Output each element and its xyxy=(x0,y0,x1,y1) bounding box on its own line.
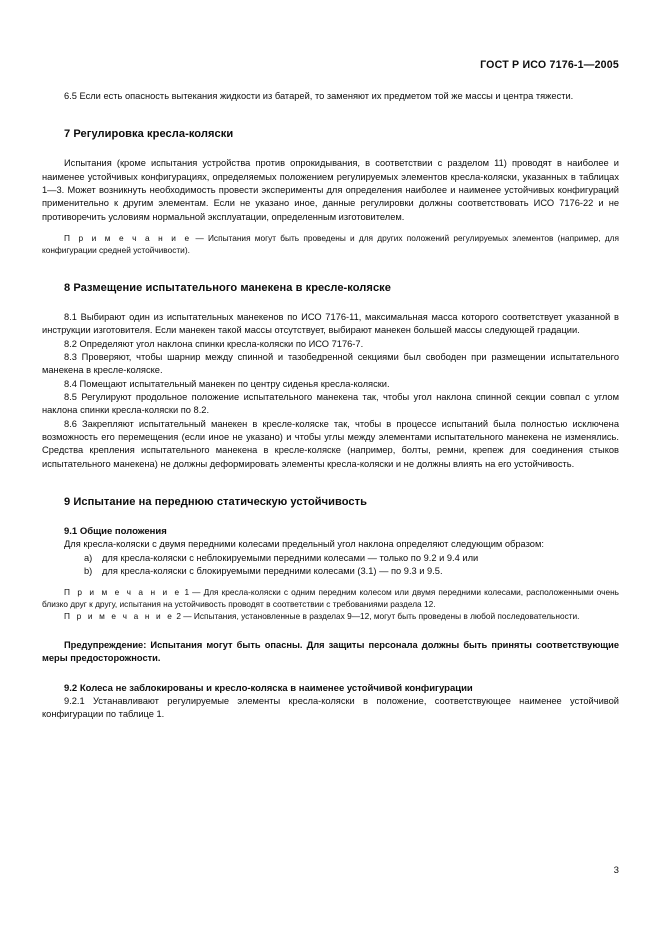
paragraph-8-1: 8.1 Выбирают один из испытательных манекенов по ИСО 7176-11, максимальная масса которого соответствует указанной в инструкции изготовителя. Если манекен такой массы отсутствует, выбирают манекен большей массы следующей градации. xyxy=(42,311,619,336)
heading-section-8: 8 Размещение испытательного манекена в кресле-коляске xyxy=(64,281,391,294)
note-number: 2 xyxy=(174,611,181,622)
note-text: — Испытания, установленные в разделах 9—12, могут быть проведены в любой последовательности. xyxy=(180,611,580,622)
spacer xyxy=(42,224,619,233)
page-number: 3 xyxy=(613,865,619,876)
spacer xyxy=(42,471,619,495)
list-item xyxy=(42,552,619,565)
heading-subsection-9-2: 9.2 Колеса не заблокированы и кресло-коляска в наименее устойчивой конфигурации xyxy=(64,682,473,694)
spacer xyxy=(42,103,619,127)
note-text: — Испытания могут быть проведены и для других положений регулируемых элементов (например, для конфигурации средней устойчивости). xyxy=(42,233,619,255)
note-text: — Для кресла-коляски с одним передним колесом или двумя передними колесами, расположенными очень близко друг к другу, испытания на устойчивость проводят в соответствии с требованиями раздела 12. xyxy=(42,587,620,610)
paragraph-8-5: 8.5 Регулируют продольное положение испытательного манекена так, чтобы угол наклона спинной секции совпал с углом наклона спинки кресла-коляски по 8.2. xyxy=(42,391,619,416)
spacer xyxy=(42,141,619,157)
list-item xyxy=(42,565,619,578)
note-label: П р и м е ч а н и е xyxy=(64,233,192,244)
paragraph-8-6: 8.6 Закрепляют испытательный манекен в кресле-коляске так, чтобы в процессе испытаний была полностью исключена возможность его перемещения (если иное не указано) и чтобы углы между элементами испытательного манекена не изменялись. Средства крепления испытательного манекена в кресле-коляске (например, болты, ремни, крепеж для соединения стыков испытательного манекена) не должны деформировать элементы кресла-коляски и не должны влиять на его устойчивость. xyxy=(42,418,619,469)
spacer xyxy=(42,666,619,682)
paragraph-9-2-1: 9.2.1 Устанавливают регулируемые элементы кресла-коляски в положение, соответствующее наименее устойчивой конфигурации по таблице 1. xyxy=(42,696,619,720)
list-marker-a: a) xyxy=(84,552,93,563)
document-body xyxy=(42,90,619,722)
heading-subsection-9-1: 9.1 Общие положения xyxy=(64,526,167,537)
list-item-label: для кресла-коляски с неблокируемыми передними колесами — только по 9.2 и 9.4 или xyxy=(102,552,479,563)
note-9-1-first xyxy=(42,587,619,611)
paragraph-6-5: 6.5 Если есть опасность вытекания жидкости из батарей, то заменяют их предметом той же массы и центра тяжести. xyxy=(64,91,574,101)
paragraph-8-4: 8.4 Помещают испытательный манекен по центру сиденья кресла-коляски. xyxy=(64,378,390,389)
note-9-1-second xyxy=(42,611,619,623)
list-item-label: для кресла-коляски с блокируемыми передними колесами (3.1) — по 9.3 и 9.5. xyxy=(102,566,443,577)
spacer xyxy=(42,509,619,525)
spacer xyxy=(42,257,619,281)
spacer xyxy=(42,623,619,639)
warning-paragraph: Предупреждение: Испытания могут быть опасны. Для защиты персонала должны быть приняты соответствующие меры предосторожности. xyxy=(42,640,619,664)
paragraph-9-1-body: Для кресла-коляски с двумя передними колесами предельный угол наклона определяют следующим образом: xyxy=(64,539,544,550)
spacer xyxy=(42,578,619,587)
note-section-7 xyxy=(42,233,619,257)
paragraph-8-2: 8.2 Определяют угол наклона спинки кресла-коляски по ИСО 7176-7. xyxy=(64,338,364,349)
note-label: П р и м е ч а н и е xyxy=(64,611,175,622)
paragraph-section-7-body: Испытания (кроме испытания устройства против опрокидывания, в соответствии с разделом 11) проводят в наиболее и наименее устойчивых конфигурациях, определяемых положением регулируемых элементов кресла-коляски, указанных в таблицах 1—3. Может возникнуть необходимость провести эксперименты для определения наиболее и наименее устойчивых конфигураций применительно к другим элементам. Если не указано иное, данные регулировки должны соответствовать ИСО 7176-22 и не противоречить условиям нормальной эксплуатации, определенным изготовителем. xyxy=(42,158,619,222)
note-number: 1 xyxy=(181,587,190,598)
spacer xyxy=(42,295,619,311)
list-marker-b: b) xyxy=(84,566,93,577)
running-header: ГОСТ Р ИСО 7176-1—2005 xyxy=(480,59,619,71)
heading-section-7: 7 Регулировка кресла-коляски xyxy=(64,128,234,141)
heading-section-9: 9 Испытание на переднюю статическую устойчивость xyxy=(64,496,368,508)
note-label: П р и м е ч а н и е xyxy=(64,587,182,598)
paragraph-8-3: 8.3 Проверяют, чтобы шарнир между спинной и тазобедренной секциями был свободен при размещении испытательного манекена в кресле-коляске. xyxy=(42,351,619,376)
